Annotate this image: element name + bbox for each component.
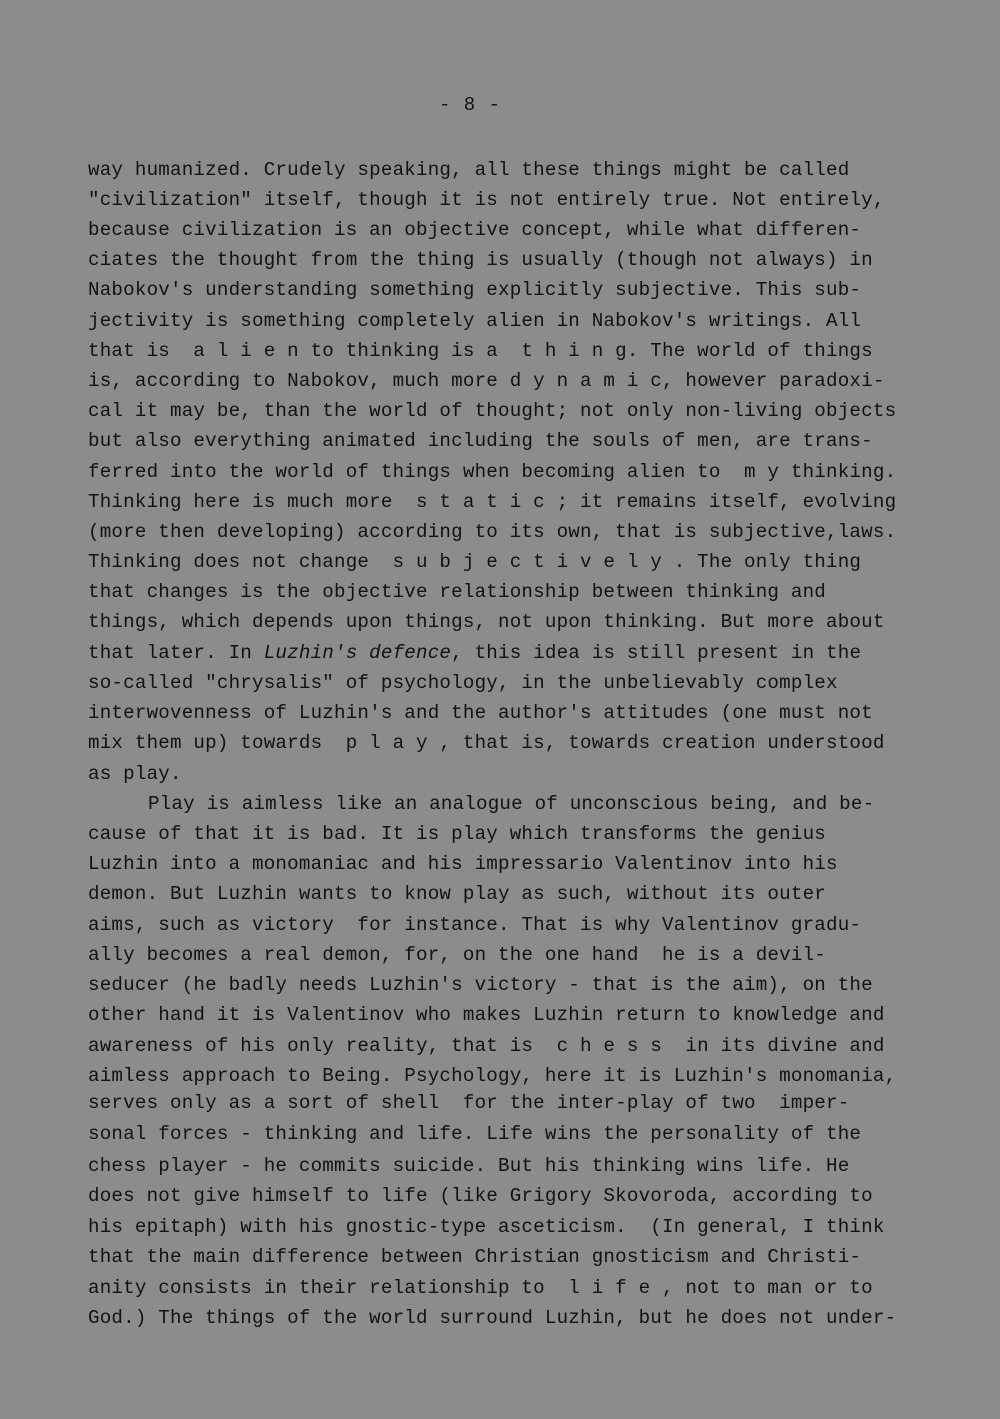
text-line: awareness of his only reality, that is c h e s s in its divine and: [88, 1035, 885, 1057]
text-line: seducer (he badly needs Luzhin's victory - that is the aim), on the: [88, 974, 873, 996]
text-line: "civilization" itself, though it is not entirely true. Not entirely,: [88, 189, 885, 211]
text-line: sonal forces - thinking and life. Life wins the personality of the: [88, 1123, 862, 1145]
text-line: jectivity is something completely alien in Nabokov's writings. All: [88, 310, 862, 332]
text-line: cause of that it is bad. It is play which transforms the genius: [88, 823, 827, 845]
text-line: way humanized. Crudely speaking, all these things might be called: [88, 159, 850, 181]
text-line: aimless approach to Being. Psychology, here it is Luzhin's monomania,: [88, 1065, 897, 1087]
text-line: Luzhin into a monomaniac and his impressario Valentinov into his: [88, 853, 838, 875]
text-line: God.) The things of the world surround Luzhin, but he does not under-: [88, 1307, 897, 1329]
text-line: Thinking here is much more s t a t i c ; it remains itself, evolving: [88, 491, 897, 513]
text-line: as play.: [88, 763, 182, 785]
text-line: aims, such as victory for instance. That is why Valentinov gradu-: [88, 914, 862, 936]
text-line: serves only as a sort of shell for the inter-play of two imper-: [88, 1092, 850, 1114]
text-line: ferred into the world of things when becoming alien to m y thinking.: [88, 461, 897, 483]
text-line: (more then developing) according to its own, that is subjective,laws.: [88, 521, 897, 543]
text-line: cal it may be, than the world of thought; not only non-living objects: [88, 400, 897, 422]
text-line: demon. But Luzhin wants to know play as such, without its outer: [88, 883, 827, 905]
text-line: so-called "chrysalis" of psychology, in the unbelievably complex: [88, 672, 838, 694]
text-line: Thinking does not change s u b j e c t i v e l y . The only thing: [88, 551, 862, 573]
book-title: Luzhin's defence: [263, 642, 452, 664]
text-line: but also everything animated including the souls of men, are trans-: [88, 430, 873, 452]
page-number: - 8 -: [438, 94, 501, 116]
text-line: Nabokov's understanding something explicitly subjective. This sub-: [88, 279, 862, 301]
text-line: interwovenness of Luzhin's and the author's attitudes (one must not: [88, 702, 873, 724]
text-line: that the main difference between Christian gnosticism and Christi-: [88, 1246, 862, 1268]
text-line: anity consists in their relationship to l i f e , not to man or to: [88, 1277, 873, 1299]
text-line: his epitaph) with his gnostic-type asceticism. (In general, I think: [88, 1216, 885, 1238]
text-line: that is a l i e n to thinking is a t h i n g. The world of things: [88, 340, 873, 362]
text-line: chess player - he commits suicide. But his thinking wins life. He: [88, 1155, 850, 1177]
text-line: other hand it is Valentinov who makes Luzhin return to knowledge and: [88, 1004, 885, 1026]
line-text-before-title: that later. In: [88, 642, 264, 664]
text-line: mix them up) towards p l a y , that is, towards creation understood: [88, 732, 885, 754]
text-line: ally becomes a real demon, for, on the one hand he is a devil-: [88, 944, 827, 966]
text-line-with-title: [88, 641, 861, 665]
text-line: things, which depends upon things, not upon thinking. But more about: [88, 611, 885, 633]
text-line: because civilization is an objective concept, while what differen-: [88, 219, 862, 241]
text-line: is, according to Nabokov, much more d y n a m i c, however paradoxi-: [88, 370, 885, 392]
text-line: ciates the thought from the thing is usually (though not always) in: [88, 249, 873, 271]
line-text-after-title: , this idea is still present in the: [451, 642, 862, 664]
paragraph-first-line: Play is aimless like an analogue of unconscious being, and be-: [148, 793, 875, 815]
text-line: does not give himself to life (like Grigory Skovoroda, according to: [88, 1185, 873, 1207]
text-line: that changes is the objective relationship between thinking and: [88, 581, 827, 603]
